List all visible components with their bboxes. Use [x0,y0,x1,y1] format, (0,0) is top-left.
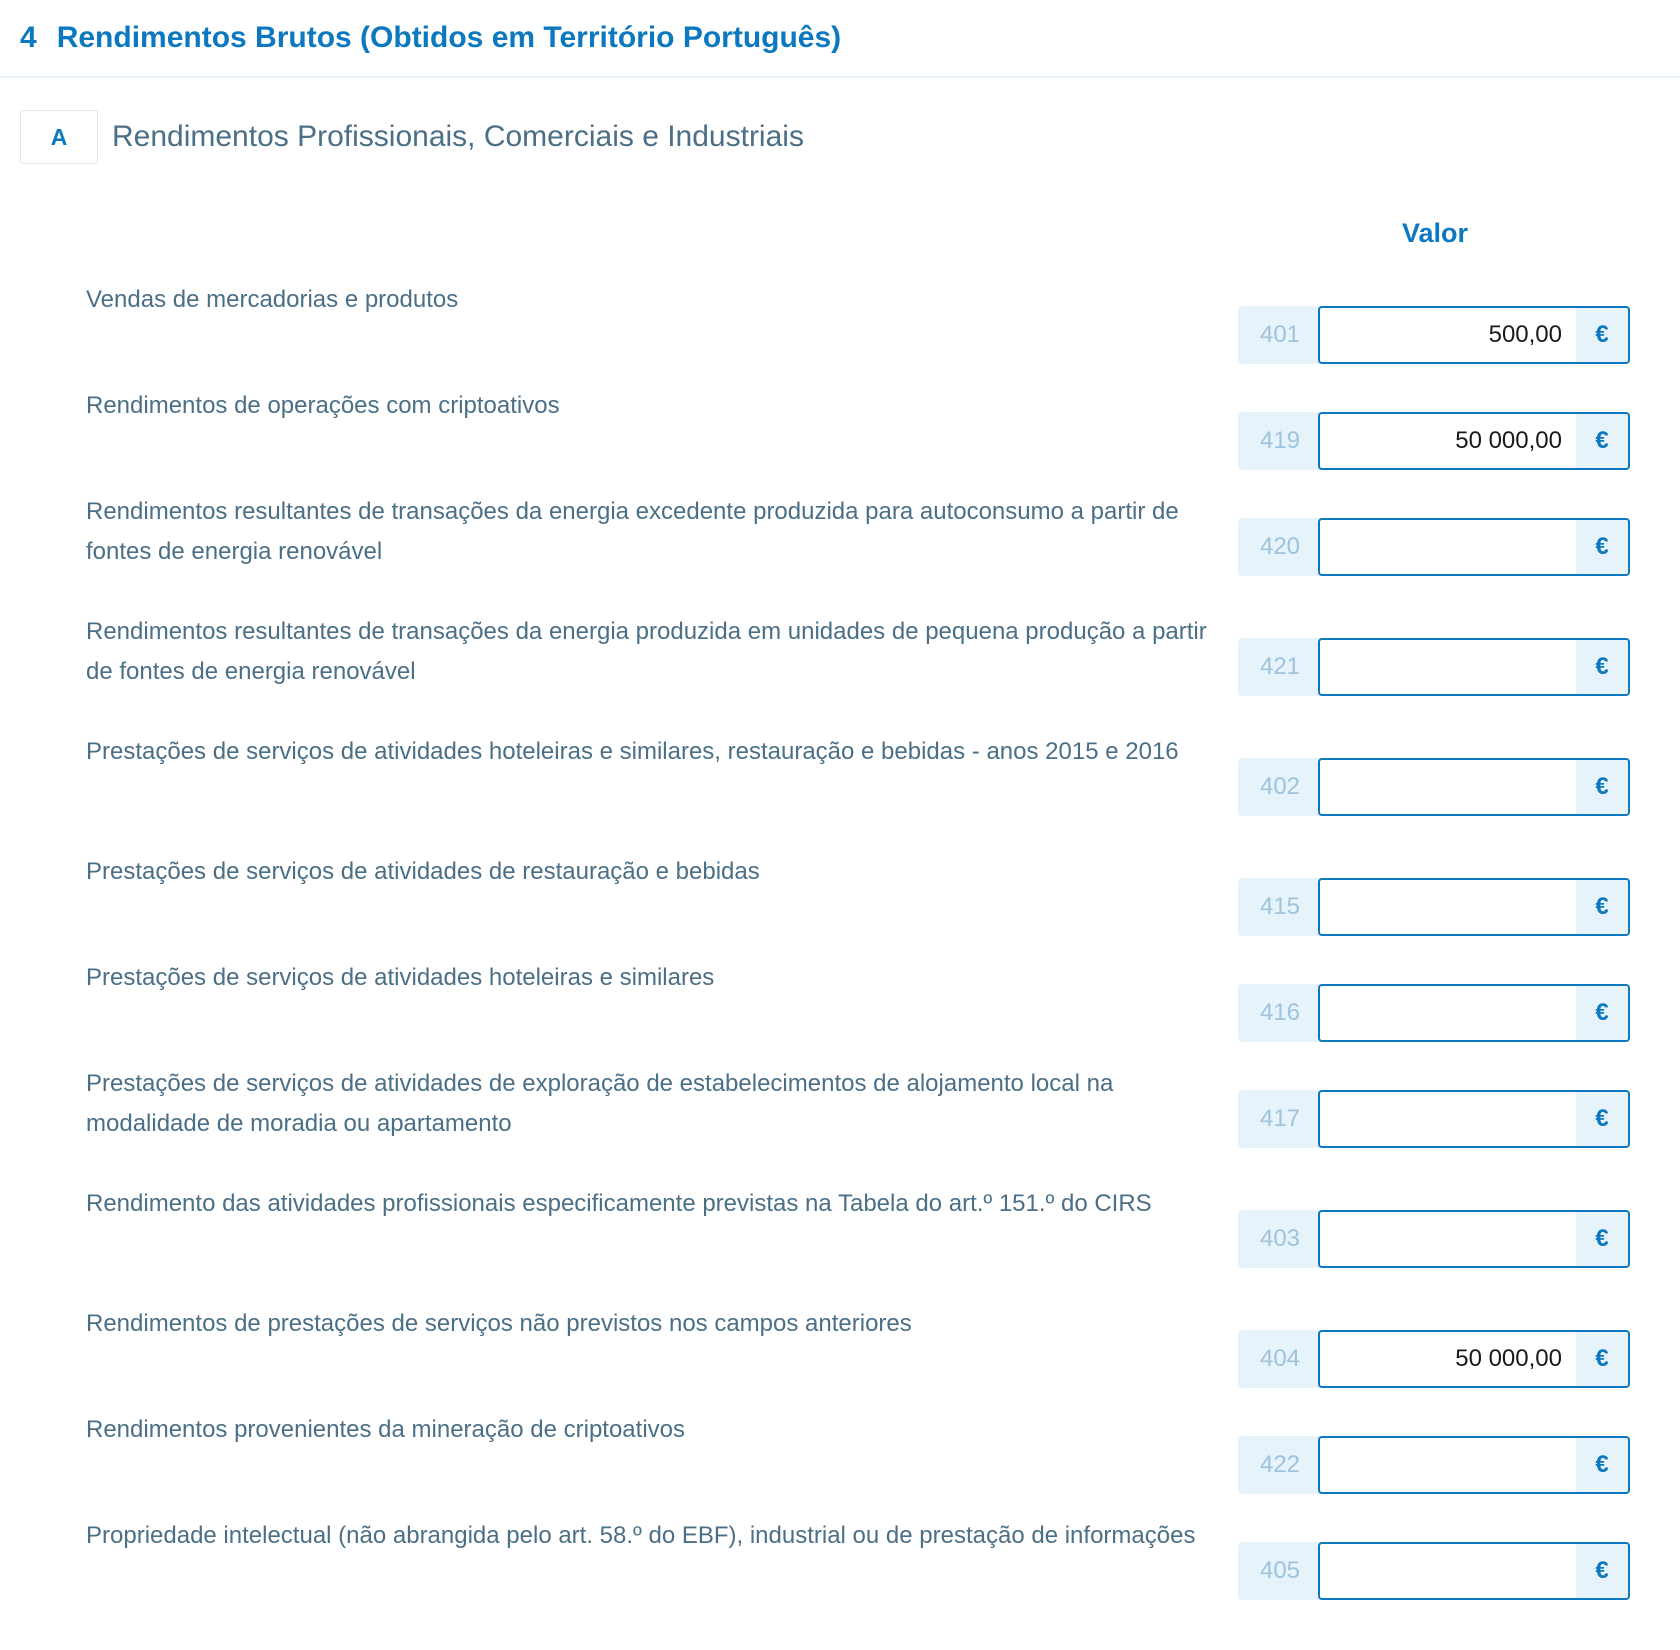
section-number: 4 [20,21,37,54]
subsection-header [20,110,804,164]
field-code: 415 [1238,878,1322,936]
value-input-405[interactable] [1320,1544,1576,1598]
euro-icon: € [1576,1438,1628,1492]
field-group-404 [1238,1330,1633,1388]
field-code: 403 [1238,1210,1322,1268]
field-group-415 [1238,878,1633,936]
value-input-419[interactable] [1320,414,1576,468]
value-input-417[interactable] [1320,1092,1576,1146]
field-box [1318,758,1630,816]
field-box [1318,1210,1630,1268]
field-box [1318,638,1630,696]
field-box [1318,518,1630,576]
row-label: Rendimentos provenientes da mineração de criptoativos [86,1416,686,1443]
field-group-419 [1238,412,1633,470]
row-label: Prestações de serviços de atividades hoteleiras e similares [86,964,715,991]
field-code: 402 [1238,758,1322,816]
row-label: Rendimentos resultantes de transações da energia produzida em unidades de pequena produção a partir de fontes de energia renovável [86,618,1207,685]
field-group-405 [1238,1542,1633,1600]
section-title: Rendimentos Brutos (Obtidos em Território Português) [56,21,842,54]
euro-icon: € [1576,880,1628,934]
field-box [1318,1542,1630,1600]
field-box [1318,1330,1630,1388]
field-code: 401 [1238,306,1322,364]
row-label: Rendimentos resultantes de transações da energia excedente produzida para autoconsumo a partir de fontes de energia renovável [86,498,1179,565]
field-box [1318,306,1630,364]
field-box [1318,412,1630,470]
value-input-404[interactable] [1320,1332,1576,1386]
row-label: Vendas de mercadorias e produtos [86,286,459,313]
value-input-402[interactable] [1320,760,1576,814]
field-box [1318,878,1630,936]
euro-icon: € [1576,308,1628,362]
field-box [1318,1090,1630,1148]
row-label: Rendimentos de operações com criptoativos [86,392,560,419]
field-code: 421 [1238,638,1322,696]
euro-icon: € [1576,1544,1628,1598]
column-header-valor: Valor [1401,218,1469,248]
field-code: 422 [1238,1436,1322,1494]
row-label: Prestações de serviços de atividades de exploração de estabelecimentos de alojamento local na modalidade de moradia ou apartamento [86,1070,1114,1137]
euro-icon: € [1576,760,1628,814]
row-label: Rendimento das atividades profissionais especificamente previstas na Tabela do art.º 151.º do CIRS [86,1190,1152,1217]
euro-icon: € [1576,986,1628,1040]
field-group-416 [1238,984,1633,1042]
euro-icon: € [1576,1212,1628,1266]
value-input-401[interactable] [1320,308,1576,362]
field-group-420 [1238,518,1633,576]
euro-icon: € [1576,414,1628,468]
field-code: 416 [1238,984,1322,1042]
field-code: 419 [1238,412,1322,470]
field-code: 420 [1238,518,1322,576]
euro-icon: € [1576,640,1628,694]
euro-icon: € [1576,1332,1628,1386]
value-input-403[interactable] [1320,1212,1576,1266]
value-input-416[interactable] [1320,986,1576,1040]
value-input-422[interactable] [1320,1438,1576,1492]
row-label: Propriedade intelectual (não abrangida pelo art. 58.º do EBF), industrial ou de prestação de informações [86,1522,1196,1549]
field-group-403 [1238,1210,1633,1268]
section-header [0,0,1680,78]
row-label: Rendimentos de prestações de serviços não previstos nos campos anteriores [86,1310,912,1337]
value-input-415[interactable] [1320,880,1576,934]
field-group-417 [1238,1090,1633,1148]
field-group-421 [1238,638,1633,696]
euro-icon: € [1576,1092,1628,1146]
field-code: 404 [1238,1330,1322,1388]
field-group-401 [1238,306,1633,364]
field-box [1318,1436,1630,1494]
subsection-title: Rendimentos Profissionais, Comerciais e Industriais [112,120,804,153]
value-input-421[interactable] [1320,640,1576,694]
row-label: Prestações de serviços de atividades hoteleiras e similares, restauração e bebidas - anos 2015 e 2016 [86,738,1179,765]
subsection-letter-badge: A [20,110,98,164]
field-group-402 [1238,758,1633,816]
field-group-422 [1238,1436,1633,1494]
field-code: 417 [1238,1090,1322,1148]
field-code: 405 [1238,1542,1322,1600]
field-box [1318,984,1630,1042]
euro-icon: € [1576,520,1628,574]
value-input-420[interactable] [1320,520,1576,574]
row-label: Prestações de serviços de atividades de restauração e bebidas [86,858,760,885]
